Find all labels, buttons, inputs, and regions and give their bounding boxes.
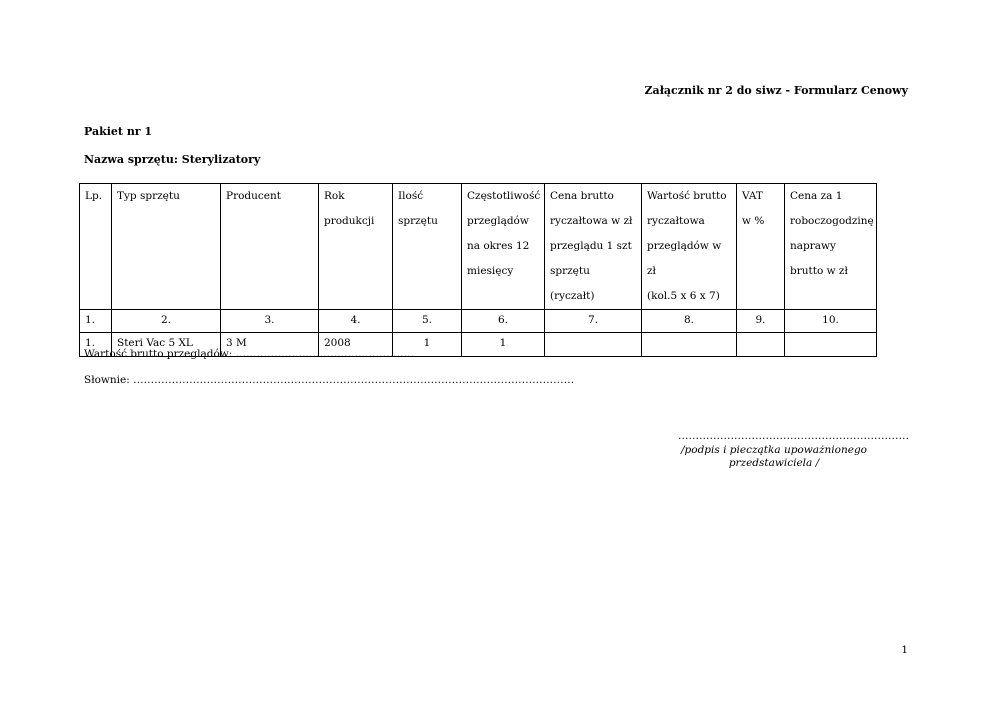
header-cell-line: przeglądów bbox=[467, 215, 529, 227]
header-cell-line: Rok bbox=[324, 190, 345, 202]
header-cell-line: roboczogodzinę bbox=[790, 215, 874, 227]
column-number-cell: 3. bbox=[221, 310, 319, 333]
table-cell bbox=[642, 333, 737, 357]
header-cell-line: przeglądów w zł bbox=[647, 240, 722, 277]
header-cell-line: Ilość bbox=[398, 190, 424, 202]
table-cell: 3 M bbox=[221, 333, 319, 357]
header-cell-line: Lp. bbox=[85, 190, 103, 202]
column-number-cell: 7. bbox=[545, 310, 642, 333]
header-cell bbox=[319, 184, 393, 310]
header-cell-line: VAT bbox=[742, 190, 763, 202]
header-cell-line: (kol.5 x 6 x 7) bbox=[647, 290, 720, 302]
header-cell-line: sprzętu (ryczałt) bbox=[550, 265, 595, 302]
table-cell bbox=[545, 333, 642, 357]
header-cell-line: na okres 12 bbox=[467, 240, 530, 252]
in-words-line: Słownie: ……………………………………………………………………………………………………………… bbox=[84, 374, 575, 386]
column-number-cell: 4. bbox=[319, 310, 393, 333]
table-cell: 1. bbox=[80, 333, 112, 357]
header-cell-line: sprzętu bbox=[398, 215, 438, 227]
header-cell-line: miesięcy bbox=[467, 265, 514, 277]
table-column-numbers-row bbox=[80, 310, 877, 333]
equipment-name: Nazwa sprzętu: Sterylizatory bbox=[84, 153, 261, 166]
header-cell-line: naprawy bbox=[790, 240, 836, 252]
header-cell bbox=[642, 184, 737, 310]
table-header-row bbox=[80, 184, 877, 310]
table-cell: Steri Vac 5 XL bbox=[112, 333, 221, 357]
package-title: Pakiet nr 1 bbox=[84, 125, 153, 138]
table-cell: 1 bbox=[393, 333, 462, 357]
header-cell-line: Częstotliwość bbox=[467, 190, 541, 202]
table-cell bbox=[737, 333, 785, 357]
signature-caption-line1: /podpis i pieczątka upoważnionego bbox=[681, 444, 867, 456]
header-cell-line: w % bbox=[742, 215, 765, 227]
header-cell bbox=[80, 184, 112, 310]
header-cell bbox=[545, 184, 642, 310]
column-number-cell: 8. bbox=[642, 310, 737, 333]
gross-value-line: Wartość brutto przeglądów: …………………………………………… bbox=[84, 348, 415, 360]
header-cell-line: brutto w zł bbox=[790, 265, 848, 277]
signature-caption bbox=[678, 444, 870, 470]
header-cell-line: ryczałtowa w zł bbox=[550, 215, 633, 227]
header-cell-line: Wartość brutto bbox=[647, 190, 727, 202]
annex-title: Załącznik nr 2 do siwz - Formularz Cenowy bbox=[644, 84, 908, 97]
header-cell bbox=[737, 184, 785, 310]
column-number-cell: 6. bbox=[462, 310, 545, 333]
table-cell: 1 bbox=[462, 333, 545, 357]
header-cell-line: Producent bbox=[226, 190, 281, 202]
header-cell bbox=[221, 184, 319, 310]
header-cell-line: Typ sprzętu bbox=[117, 190, 180, 202]
column-number-cell: 10. bbox=[785, 310, 877, 333]
column-number-cell: 5. bbox=[393, 310, 462, 333]
header-cell-line: Cena za 1 bbox=[790, 190, 843, 202]
signature-caption-line2: przedstawiciela / bbox=[728, 457, 820, 469]
table-cell: 2008 bbox=[319, 333, 393, 357]
header-cell bbox=[112, 184, 221, 310]
column-number-cell: 1. bbox=[80, 310, 112, 333]
header-cell-line: produkcji bbox=[324, 215, 375, 227]
header-cell bbox=[462, 184, 545, 310]
page-number: 1 bbox=[901, 644, 908, 656]
header-cell-line: Cena brutto bbox=[550, 190, 614, 202]
header-cell bbox=[393, 184, 462, 310]
column-number-cell: 2. bbox=[112, 310, 221, 333]
header-cell bbox=[785, 184, 877, 310]
header-cell-line: przeglądu 1 szt bbox=[550, 240, 632, 252]
header-cell-line: ryczałtowa bbox=[647, 215, 705, 227]
column-number-cell: 9. bbox=[737, 310, 785, 333]
price-table bbox=[79, 183, 877, 357]
signature-line: ………………………………………………………… bbox=[678, 430, 909, 442]
table-cell bbox=[785, 333, 877, 357]
